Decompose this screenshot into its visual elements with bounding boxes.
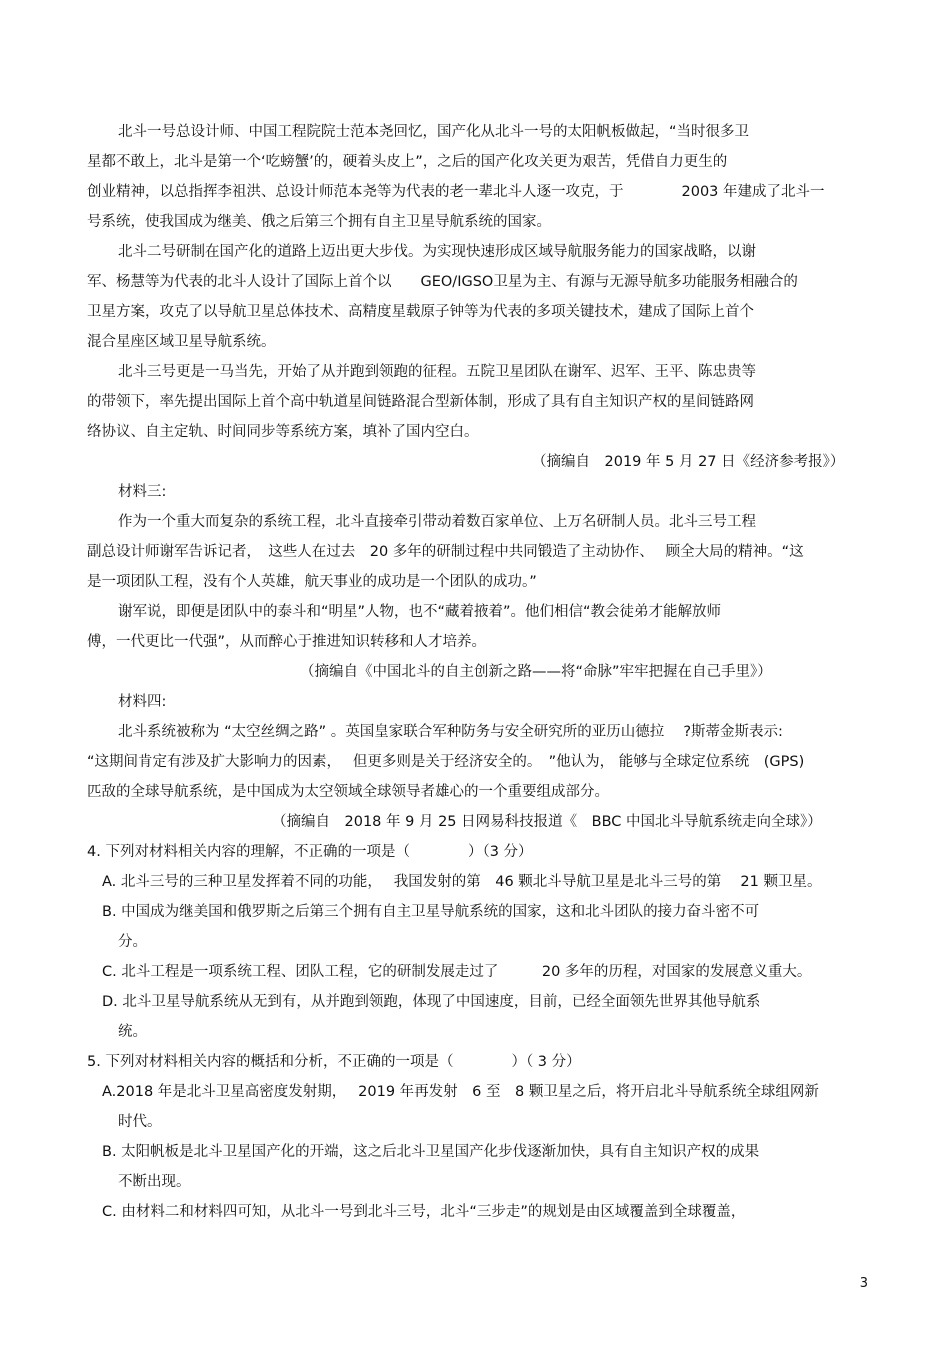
text-line: 混合星座区域卫星导航系统。 (87, 334, 276, 350)
text-line: 的带领下，率先提出国际上首个高中轨道星间链路混合型新体制，形成了具有自主知识产权的星间链路网 (87, 394, 754, 410)
text-line: 北斗系统被称为 “太空丝绸之路” 。英国皇家联合军种防务与安全研究所的亚历山德拉 ?斯蒂金斯表示: (118, 724, 783, 740)
section-heading: 材料三: (118, 484, 167, 500)
option-a: A. 北斗三号的三种卫星发挥着不同的功能， 我国发射的第 46 颗北斗导航卫星是北斗三号的第 21 颗卫星。 (102, 874, 822, 890)
text-line: 是一项团队工程，没有个人英雄，航天事业的成功是一个团队的成功。” (87, 574, 537, 590)
text-line: 星都不敢上，北斗是第一个‘吃螃蟹’的，硬着头皮上”，之后的国产化攻关更为艰苦，凭借自力更生的 (87, 154, 728, 170)
text-line: 军、杨慧等为代表的北斗人设计了国际上首个以 GEO/IGSO卫星为主、有源与无源导航多功能服务相融合的 (87, 274, 798, 290)
option-b-continued: 不断出现。 (118, 1174, 191, 1190)
text-line: 匹敌的全球导航系统，是中国成为太空领域全球领导者雄心的一个重要组成部分。 (87, 784, 609, 800)
text-line: 络协议、自主定轨、时间同步等系统方案，填补了国内空白。 (87, 424, 479, 440)
question-stem: 4. 下列对材料相关内容的理解，不正确的一项是（ ）（3 分） (87, 844, 533, 860)
source-citation: （摘编自 2018 年 9 月 25 日网易科技报道《 BBC 中国北斗导航系统走向全球》） (272, 814, 822, 830)
option-a-continued: 时代。 (118, 1114, 162, 1130)
text-line: 卫星方案，攻克了以导航卫星总体技术、高精度星载原子钟等为代表的多项关键技术，建成了国际上首个 (87, 304, 754, 320)
source-citation: （摘编自《中国北斗的自主创新之路——将“命脉”牢牢把握在自己手里》） (300, 664, 772, 680)
option-c: C. 由材料二和材料四可知，从北斗一号到北斗三号，北斗“三步走”的规划是由区域覆盖到全球覆盖， (102, 1204, 746, 1220)
question-stem: 5. 下列对材料相关内容的概括和分析，不正确的一项是（ ）（ 3 分） (87, 1054, 581, 1070)
option-b: B. 太阳帆板是北斗卫星国产化的开端，这之后北斗卫星国产化步伐逐渐加快，具有自主知识产权的成果 (102, 1144, 760, 1160)
text-line: 傅，一代更比一代强”，从而醉心于推进知识转移和人才培养。 (87, 634, 487, 650)
text-line: 谢军说，即便是团队中的泰斗和“明星”人物，也不“藏着掖着”。他们相信“教会徒弟才能解放师 (118, 604, 722, 620)
option-d: D. 北斗卫星导航系统从无到有，从并跑到领跑，体现了中国速度，目前，已经全面领先世界其他导航系 (102, 994, 761, 1010)
text-line: 副总设计师谢军告诉记者， 这些人在过去 20 多年的研制过程中共同锻造了主动协作、 顾全大局的精神。“这 (87, 544, 804, 560)
text-line: 号系统，使我国成为继美、俄之后第三个拥有自主卫星导航系统的国家。 (87, 214, 551, 230)
option-a: A.2018 年是北斗卫星高密度发射期， 2019 年再发射 6 至 8 颗卫星之后，将开启北斗导航系统全球组网新 (102, 1084, 819, 1100)
text-line: “这期间肯定有涉及扩大影响力的因素， 但更多则是关于经济安全的。 ”他认为， 能够与全球定位系统 (GPS) (87, 754, 805, 770)
text-line: 创业精神，以总指挥李祖洪、总设计师范本尧等为代表的老一辈北斗人逐一攻克，于 2003 年建成了北斗一 (87, 184, 825, 200)
page-number: 3 (859, 1276, 868, 1291)
option-d-continued: 统。 (118, 1024, 147, 1040)
option-b-continued: 分。 (118, 934, 147, 950)
option-c: C. 北斗工程是一项系统工程、团队工程，它的研制发展走过了 20 多年的历程，对国家的发展意义重大。 (102, 964, 812, 980)
section-heading: 材料四: (118, 694, 167, 710)
text-line: 北斗三号更是一马当先，开始了从并跑到领跑的征程。五院卫星团队在谢军、迟军、王平、陈忠贵等 (118, 364, 756, 380)
option-b: B. 中国成为继美国和俄罗斯之后第三个拥有自主卫星导航系统的国家，这和北斗团队的接力奋斗密不可 (102, 904, 760, 920)
text-line: 北斗一号总设计师、中国工程院院士范本尧回忆，国产化从北斗一号的太阳帆板做起，“当时很多卫 (118, 124, 750, 140)
text-line: 作为一个重大而复杂的系统工程，北斗直接牵引带动着数百家单位、上万名研制人员。北斗三号工程 (118, 514, 756, 530)
source-citation: （摘编自 2019 年 5 月 27 日《经济参考报》） (532, 454, 845, 470)
text-line: 北斗二号研制在国产化的道路上迈出更大步伐。为实现快速形成区域导航服务能力的国家战略，以谢 (118, 244, 756, 260)
